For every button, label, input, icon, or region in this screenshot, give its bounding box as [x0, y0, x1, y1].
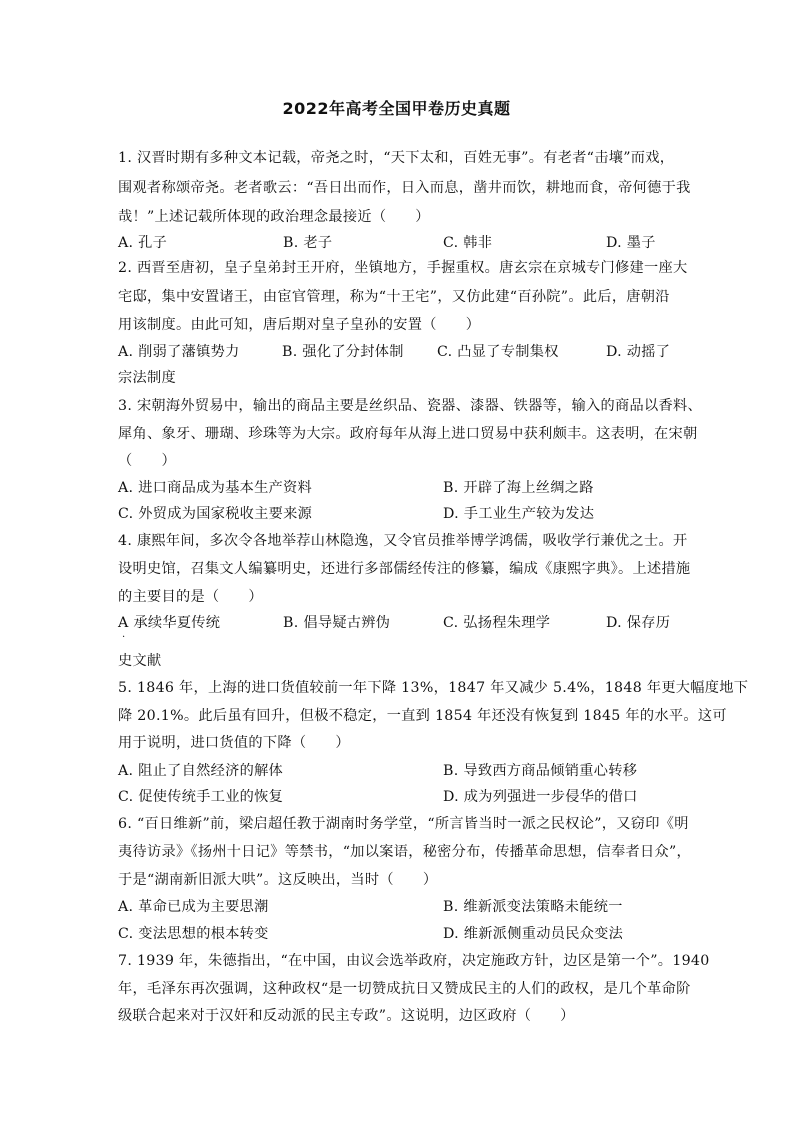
question-text-line: 级联合起来对于汉奸和反动派的民主专政”。这说明，边区政府（ ） — [118, 1008, 575, 1024]
option-c: C. 凸显了专制集权 — [437, 344, 559, 360]
question-text-line: 年，毛泽东再次强调，这种政权“是一切赞成抗日又赞成民主的人们的政权，是几个革命阶 — [118, 981, 691, 997]
question-text-line: 设明史馆，召集文人编纂明史，还进行多部儒经传注的修纂，编成《康熙字典》。上述措施 — [118, 561, 691, 577]
option-b: B. 维新派变法策略未能统一 — [443, 899, 623, 915]
question-text-line: 犀角、象牙、珊瑚、珍珠等为大宗。政府每年从海上进口贸易中获利颇丰。这表明，在宋朝 — [118, 426, 698, 442]
option-d: D. 维新派侧重动员民众变法 — [443, 926, 624, 942]
option-a: A 承续华夏传统 — [118, 615, 221, 631]
question-text-line: （ ） — [118, 453, 176, 469]
question-text-line: 5. 1846 年，上海的进口货值较前一年下降 13%，1847 年又减少 5.4%，1848 年更大幅度地下 — [118, 680, 749, 696]
stray-dot-mark: . — [122, 629, 126, 640]
option-a: A. 进口商品成为基本生产资料 — [118, 480, 313, 496]
option-b: B. 老子 — [283, 235, 333, 251]
option-d: D. 墨子 — [606, 235, 656, 251]
question-text-line: 的主要目的是（ ） — [118, 589, 263, 605]
option-a: A. 孔子 — [118, 235, 168, 251]
question-text-line: 降 20.1%。此后虽有回升，但极不稳定，一直到 1854 年还没有恢复到 1845 年的水平。这可 — [118, 708, 727, 724]
option-c: C. 弘扬程朱理学 — [443, 615, 551, 631]
page-title: 2022年高考全国甲卷历史真题 — [282, 99, 511, 118]
question-text-line: 4. 康熙年间，多次令各地举荐山林隐逸，又令官员推举博学鸿儒，吸收学行兼优之士。开 — [118, 533, 688, 549]
question-text-line: 7. 1939 年，朱德指出，“在中国，由议会选举政府，决定施政方针，边区是第一个”。1940 — [118, 953, 710, 969]
question-text-line: 2. 西晋至唐初，皇子皇弟封王开府，坐镇地方，手握重权。唐玄宗在京城专门修建一座大 — [118, 260, 688, 276]
question-text-line: 用于说明，进口货值的下降（ ） — [118, 735, 350, 751]
question-text-line: 夷待访录》《扬州十日记》等禁书，“加以案语，秘密分布，传播革命思想，信奉者日众”， — [118, 844, 692, 860]
question-text-line: 哉！”上述记载所体现的政治理念最接近（ ） — [118, 209, 430, 225]
option-c: C. 韩非 — [443, 235, 493, 251]
option-b: B. 倡导疑古辨伪 — [283, 615, 391, 631]
option-c: C. 外贸成为国家税收主要来源 — [118, 506, 313, 522]
option-c: C. 变法思想的根本转变 — [118, 926, 269, 942]
option-b: B. 开辟了海上丝绸之路 — [443, 480, 594, 496]
question-text-line: 1. 汉晋时期有多种文本记载，帝尧之时，“天下太和，百姓无事”。有老者“击壤”而戏， — [118, 150, 675, 166]
option-d: D. 保存历 — [606, 615, 671, 631]
option-d: D. 手工业生产较为发达 — [443, 506, 595, 522]
option-d: D. 成为列强进一步侵华的借口 — [443, 789, 638, 805]
question-text-line: 用该制度。由此可知，唐后期对皇子皇孙的安置（ ） — [118, 317, 481, 333]
question-text-line: 围观者称颂帝尧。老者歌云：“吾日出而作，日入而息，凿井而饮，耕地而食，帝何德于我 — [118, 180, 691, 196]
question-text-line: 宅邸，集中安置诸王，由宦官管理，称为“十王宅”，又仿此建“百孙院”。此后，唐朝沿 — [118, 289, 670, 305]
question-text-line: 3. 宋朝海外贸易中，输出的商品主要是丝织品、瓷器、漆器、铁器等，输入的商品以香料、 — [118, 398, 702, 414]
option-continuation: 史文献 — [118, 653, 162, 669]
option-b: B. 强化了分封体制 — [282, 344, 404, 360]
option-a: A. 削弱了藩镇势力 — [118, 344, 240, 360]
option-c: C. 促使传统手工业的恢复 — [118, 789, 284, 805]
option-d: D. 动摇了 — [606, 344, 671, 360]
question-text-line: 于是“湖南新旧派大哄”。这反映出，当时（ ） — [118, 872, 438, 888]
option-b: B. 导致西方商品倾销重心转移 — [443, 763, 638, 779]
question-text-line: 6. “百日维新”前，梁启超任教于湖南时务学堂，“所言皆当时一派之民权论”，又窃印《明 — [118, 816, 689, 832]
option-continuation: 宗法制度 — [118, 370, 176, 386]
option-a: A. 阻止了自然经济的解体 — [118, 763, 284, 779]
option-a: A. 革命已成为主要思潮 — [118, 899, 269, 915]
